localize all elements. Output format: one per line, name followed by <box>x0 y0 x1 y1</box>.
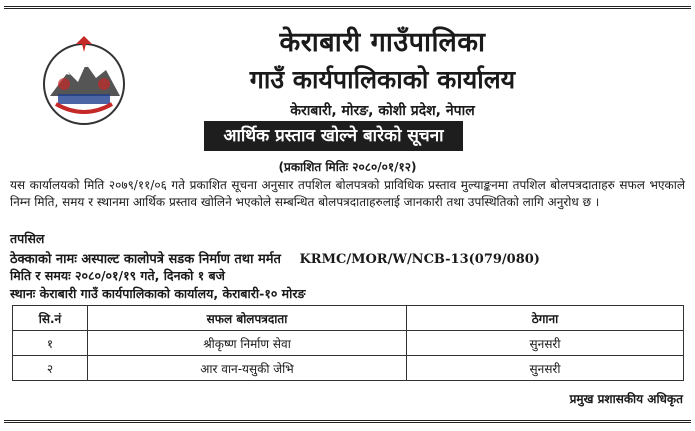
row-address: सुनसरी <box>407 356 684 381</box>
notice-body: यस कार्यालयको मिति २०७९/११/०६ गते प्रकाशित सूचना अनुसार तपशिल बोलपत्रको प्राविधिक प्रस्ताव मुल्याङ्कनमा तपशिल बोलपत्रदाताहरु सफल भएकाले निम्न मिति, समय र स्थानमा आर्थिक प्रस्ताव खोलिने भएकोले सम्बन्धित बोलपत्रदाताहरुलाई जानकारी तथा उपस्थितिको लागि अनुरोध छ । <box>10 178 685 209</box>
opening-place: स्थानः केराबारी गाउँ कार्यपालिकाको कार्यालय, केराबारी-१० मोरङ <box>10 286 306 301</box>
row-serial: २ <box>13 356 88 381</box>
row-bidder: श्रीकृष्ण निर्माण सेवा <box>88 331 407 356</box>
contract-line <box>10 249 540 267</box>
signature-title: प्रमुख प्रशासकीय अधिकृत <box>569 392 683 406</box>
row-bidder: आर वान-यसुकी जेभि <box>88 356 407 381</box>
published-date: (प्रकाशित मितिः २०८०/०१/१२) <box>278 160 417 174</box>
successful-bidders-table <box>12 305 684 381</box>
header-bidder: सफल बोलपत्रदाता <box>88 306 407 331</box>
row-serial: १ <box>13 331 88 356</box>
header-address: ठेगाना <box>407 306 684 331</box>
nepal-emblem-icon <box>36 34 132 130</box>
notice-title: आर्थिक प्रस्ताव खोल्ने बारेको सूचना <box>204 121 463 151</box>
header-serial: सि.नं <box>13 306 88 331</box>
contract-name: ठेक्काको नामः अस्पाल्ट कालोपत्रे सडक निर्माण तथा मर्मत <box>10 252 281 267</box>
table-row <box>13 331 684 356</box>
table-header-row <box>13 306 684 331</box>
row-address: सुनसरी <box>407 331 684 356</box>
municipality-name: केराबारी गाउँपालिका <box>279 27 486 58</box>
office-address: केराबारी, मोरङ, कोशी प्रदेश, नेपाल <box>290 103 475 119</box>
contract-code: KRMC/MOR/W/NCB-13(079/080) <box>299 252 540 267</box>
opening-datetime: मिति र समयः २०८०/०१/१९ गते, दिनको १ बजे <box>10 268 225 283</box>
table-row <box>13 356 684 381</box>
office-name: गाउँ कार्यपालिकाको कार्यालय <box>249 65 516 94</box>
tapsil-heading: तपसिल <box>10 231 45 246</box>
